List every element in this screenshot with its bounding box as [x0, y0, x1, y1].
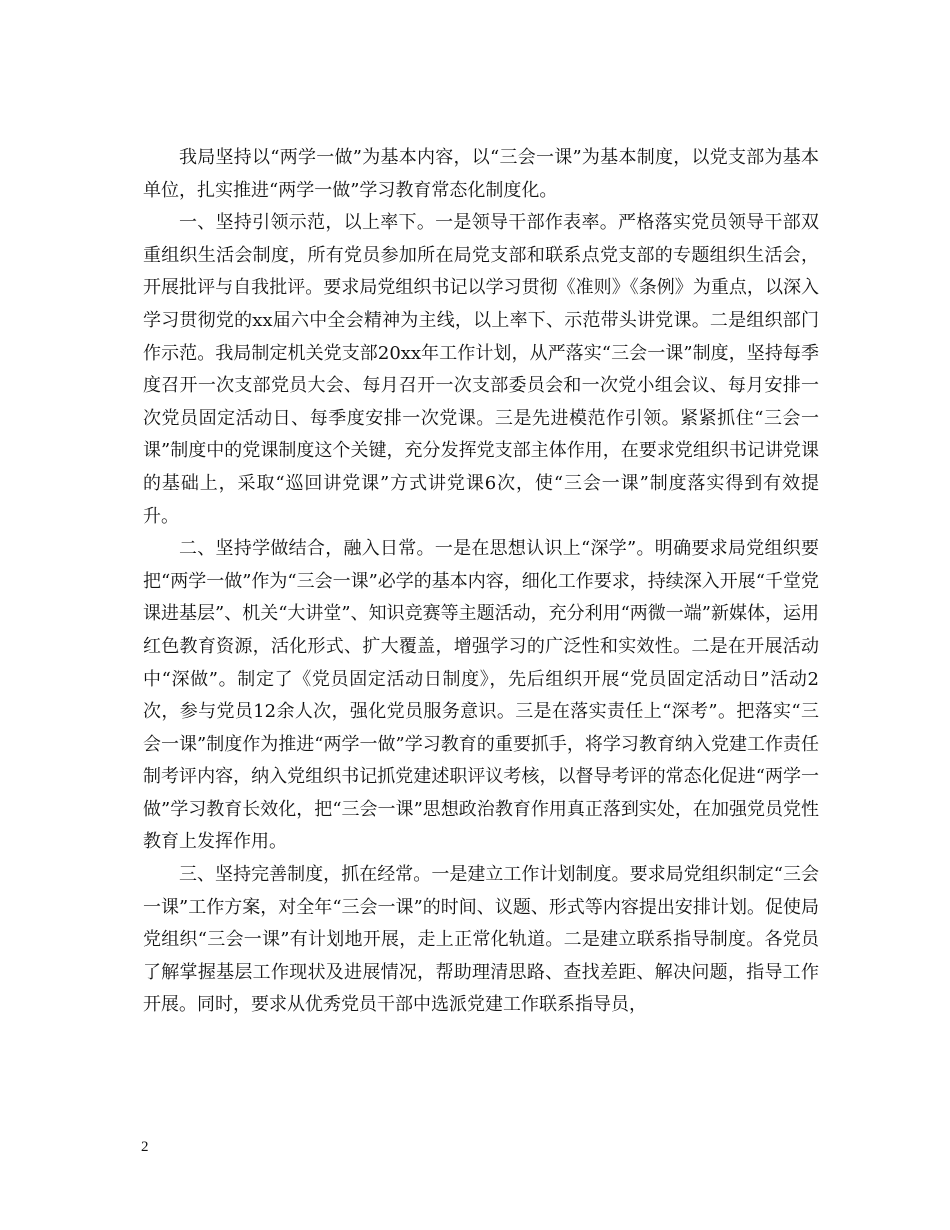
paragraph-section-2: 二、坚持学做结合，融入日常。一是在思想认识上“深学”。明确要求局党组织要把“两学一做”作为“三会一课”必学的基本内容，细化工作要求，持续深入开展“千堂党课进基层”、机关“大讲堂”、知识竞赛等主题活动，充分利用“两微一端”新媒体，运用红色教育资源，活化形式、扩大覆盖，增强学习的广泛性和实效性。二是在开展活动中“深做”。制定了《党员固定活动日制度》，先后组织开展“党员固定活动日”活动2次，参与党员12余人次，强化党员服务意识。三是在落实责任上“深考”。把落实“三会一课”制度作为推进“两学一做”学习教育的重要抓手，将学习教育纳入党建工作责任制考评内容，纳入党组织书记抓党建述职评议考核，以督导考评的常态化促进“两学一做”学习教育长效化，把“三会一课”思想政治教育作用真正落到实处，在加强党员党性教育上发挥作用。: [143, 538, 820, 853]
paragraph-section-1: 一、坚持引领示范，以上率下。一是领导干部作表率。严格落实党员领导干部双重组织生活会制度，所有党员参加所在局党支部和联系点党支部的专题组织生活会，开展批评与自我批评。要求局党组织书记以学习贯彻《准则》《条例》为重点，以深入学习贯彻党的xx届六中全会精神为主线，以上率下、示范带头讲党课。二是组织部门作示范。我局制定机关党支部20xx年工作计划，从严落实“三会一课”制度，坚持每季度召开一次支部党员大会、每月召开一次支部委员会和一次党小组会议、每月安排一次党员固定活动日、每季度安排一次党课。三是先进模范作引领。紧紧抓住“三会一课”制度中的党课制度这个关键，充分发挥党支部主体作用，在要求党组织书记讲党课的基础上，采取“巡回讲党课”方式讲党课6次，使“三会一课”制度落实得到有效提升。: [143, 212, 819, 527]
paragraph-section-3: 三、坚持完善制度，抓在经常。一是建立工作计划制度。要求局党组织制定“三会一课”工作方案，对全年“三会一课”的时间、议题、形式等内容提出安排计划。促使局党组织“三会一课”有计划地开展，走上正常化轨道。二是建立联系指导制度。各党员了解掌握基层工作现状及进展情况，帮助理清思路、查找差距、解决问题，指导工作开展。同时，要求从优秀党员干部中选派党建工作联系指导员，: [143, 864, 819, 1016]
paragraph-intro: 我局坚持以“两学一做”为基本内容，以“三会一课”为基本制度，以党支部为基本单位，扎实推进“两学一做”学习教育常态化制度化。: [143, 147, 819, 201]
page-number: 2: [141, 1139, 149, 1155]
document-body: [143, 142, 819, 1022]
